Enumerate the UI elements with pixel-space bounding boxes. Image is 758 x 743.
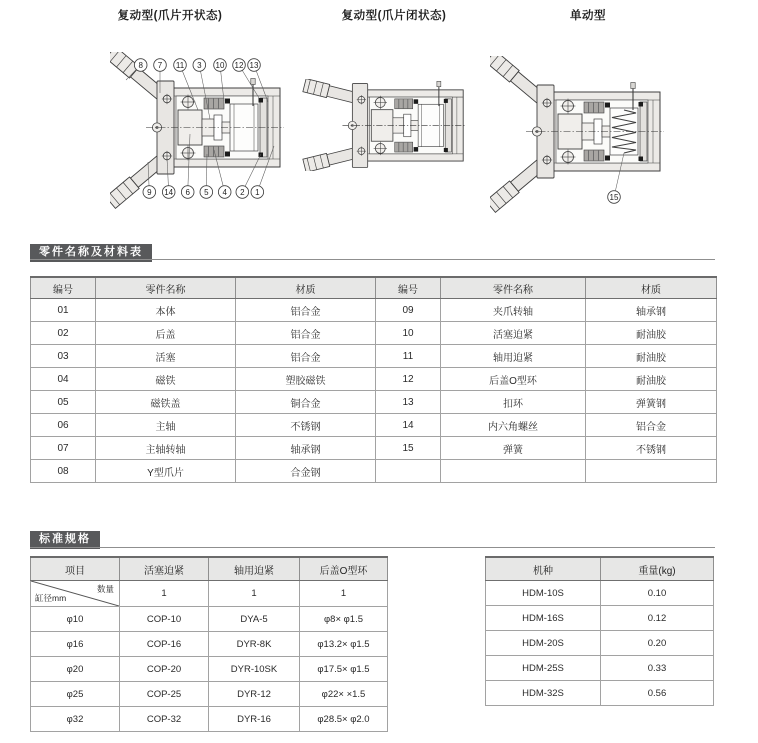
diagonal-label-quantity: 数量	[96, 584, 114, 594]
svg-text:15: 15	[609, 192, 619, 202]
table-row	[486, 606, 714, 631]
table-row	[486, 631, 714, 656]
cell: 弹簧钢	[586, 391, 717, 414]
specs-seal-table	[30, 556, 388, 732]
svg-text:4: 4	[222, 187, 227, 197]
table-row	[31, 368, 717, 391]
table-row	[31, 391, 717, 414]
cell: 0.10	[601, 581, 714, 606]
col-header-weight: 重量(kg)	[601, 557, 714, 581]
cell: 0.56	[601, 681, 714, 706]
table-row	[31, 460, 717, 483]
cell	[441, 460, 586, 483]
specs-table-header-row	[31, 557, 388, 581]
cell: 07	[31, 437, 96, 460]
table-row	[31, 632, 388, 657]
table-row	[31, 437, 717, 460]
parts-table-header-row	[31, 277, 717, 299]
cell: 弹簧	[441, 437, 586, 460]
cell: 活塞迫紧	[441, 322, 586, 345]
cell: 12	[376, 368, 441, 391]
cell: φ25	[31, 682, 120, 707]
col-header-oring: 后盖O型环	[300, 557, 388, 581]
cell: 铜合金	[236, 391, 376, 414]
cell: 后盖	[96, 322, 236, 345]
cell: COP-32	[120, 707, 209, 732]
cell: 本体	[96, 299, 236, 322]
svg-text:1: 1	[255, 187, 260, 197]
cell: φ20	[31, 657, 120, 682]
cell: 14	[376, 414, 441, 437]
cell: 后盖O型环	[441, 368, 586, 391]
cell: 耐油胶	[586, 345, 717, 368]
cell: 不锈钢	[236, 414, 376, 437]
table-row	[31, 682, 388, 707]
cell: DYR-8K	[209, 632, 300, 657]
col-header-material-right: 材质	[586, 277, 717, 299]
cell: 0.20	[601, 631, 714, 656]
col-header-name-left: 零件名称	[96, 277, 236, 299]
cell: HDM-10S	[486, 581, 601, 606]
table-row	[486, 656, 714, 681]
section-underline	[30, 259, 715, 260]
cell: 铝合金	[236, 322, 376, 345]
gripper-diagram-double-acting-closed	[301, 79, 465, 171]
svg-text:14: 14	[164, 187, 174, 197]
cell: 夹爪转轴	[441, 299, 586, 322]
cell: 铝合金	[236, 299, 376, 322]
table-row	[31, 657, 388, 682]
cell	[586, 460, 717, 483]
specs-section-title: 标准规格	[30, 531, 100, 549]
cell: 0.33	[601, 656, 714, 681]
cell: 铝合金	[236, 345, 376, 368]
svg-text:6: 6	[185, 187, 190, 197]
cell: 铝合金	[586, 414, 717, 437]
svg-text:11: 11	[175, 60, 185, 70]
cell: φ13.2× φ1.5	[300, 632, 388, 657]
cell: 不锈钢	[586, 437, 717, 460]
cell: 轴用迫紧	[441, 345, 586, 368]
col-header-no-right: 编号	[376, 277, 441, 299]
diagram1-title: 复动型(爪片开状态)	[117, 10, 223, 22]
cell: 03	[31, 345, 96, 368]
cell: 10	[376, 322, 441, 345]
cell: DYR-10SK	[209, 657, 300, 682]
cell: COP-10	[120, 607, 209, 632]
cell: 04	[31, 368, 96, 391]
cell: COP-20	[120, 657, 209, 682]
cell: 08	[31, 460, 96, 483]
svg-text:7: 7	[157, 60, 163, 70]
cell: COP-16	[120, 632, 209, 657]
cell: 01	[31, 299, 96, 322]
cell: 内六角螺丝	[441, 414, 586, 437]
svg-text:5: 5	[204, 187, 209, 197]
cell: 06	[31, 414, 96, 437]
cell: 0.12	[601, 606, 714, 631]
svg-text:13: 13	[249, 60, 259, 70]
gripper-drawing	[490, 56, 664, 212]
cell: HDM-32S	[486, 681, 601, 706]
table-row	[31, 414, 717, 437]
quantity-cell: 1	[300, 581, 388, 607]
table-row	[31, 322, 717, 345]
quantity-cell: 1	[120, 581, 209, 607]
col-header-piston-seal: 活塞迫紧	[120, 557, 209, 581]
cell: 合金钢	[236, 460, 376, 483]
cell: φ32	[31, 707, 120, 732]
table-row	[31, 299, 717, 322]
table-row	[31, 345, 717, 368]
table-row	[486, 681, 714, 706]
cell: 主轴	[96, 414, 236, 437]
cell: Y型爪片	[96, 460, 236, 483]
specs-section-header	[30, 529, 100, 549]
cell: 主轴转轴	[96, 437, 236, 460]
col-header-name-right: 零件名称	[441, 277, 586, 299]
cell: COP-25	[120, 682, 209, 707]
col-header-material-left: 材质	[236, 277, 376, 299]
cell: 11	[376, 345, 441, 368]
cell: DYR-12	[209, 682, 300, 707]
cell: 轴承钢	[236, 437, 376, 460]
cell: 塑胶磁铁	[236, 368, 376, 391]
gripper-diagram-single-acting	[490, 56, 668, 214]
col-header-item: 项目	[31, 557, 120, 581]
gripper-diagram-double-acting-open	[110, 52, 288, 210]
svg-text:3: 3	[197, 60, 202, 70]
cell: 磁铁盖	[96, 391, 236, 414]
cell: 扣环	[441, 391, 586, 414]
svg-text:8: 8	[138, 60, 143, 70]
cell: HDM-25S	[486, 656, 601, 681]
diagram2-title: 复动型(爪片闭状态)	[341, 10, 447, 22]
cell: 09	[376, 299, 441, 322]
cell: DYR-16	[209, 707, 300, 732]
cell: 15	[376, 437, 441, 460]
quantity-cell: 1	[209, 581, 300, 607]
cell: φ8× φ1.5	[300, 607, 388, 632]
quantity-row	[31, 581, 388, 607]
cell: 05	[31, 391, 96, 414]
cell: 耐油胶	[586, 322, 717, 345]
cell: 轴承钢	[586, 299, 717, 322]
svg-text:12: 12	[234, 60, 244, 70]
parts-section-title: 零件名称及材料表	[30, 244, 152, 262]
cell: 02	[31, 322, 96, 345]
diagram3-title: 单动型	[570, 10, 606, 22]
table-row	[31, 607, 388, 632]
cell: HDM-16S	[486, 606, 601, 631]
cell: φ22× ×1.5	[300, 682, 388, 707]
cell: φ17.5× φ1.5	[300, 657, 388, 682]
diagonal-header-cell	[31, 581, 120, 607]
diagonal-label-bore: 缸径mm	[35, 593, 67, 603]
parts-materials-table	[30, 276, 717, 483]
section-underline	[30, 547, 715, 548]
cell: φ16	[31, 632, 120, 657]
cell	[376, 460, 441, 483]
col-header-shaft-seal: 轴用迫紧	[209, 557, 300, 581]
cell: 磁铁	[96, 368, 236, 391]
cell: 13	[376, 391, 441, 414]
svg-text:10: 10	[215, 60, 225, 70]
col-header-model: 机种	[486, 557, 601, 581]
specs-weight-table	[485, 556, 714, 706]
cell: DYA-5	[209, 607, 300, 632]
cell: φ28.5× φ2.0	[300, 707, 388, 732]
table-row	[31, 707, 388, 732]
col-header-no-left: 编号	[31, 277, 96, 299]
weight-table-header-row	[486, 557, 714, 581]
gripper-drawing	[303, 79, 465, 171]
svg-text:2: 2	[240, 187, 245, 197]
cell: 活塞	[96, 345, 236, 368]
svg-text:9: 9	[147, 187, 152, 197]
table-row	[486, 581, 714, 606]
cell: φ10	[31, 607, 120, 632]
cell: 耐油胶	[586, 368, 717, 391]
cell: HDM-20S	[486, 631, 601, 656]
